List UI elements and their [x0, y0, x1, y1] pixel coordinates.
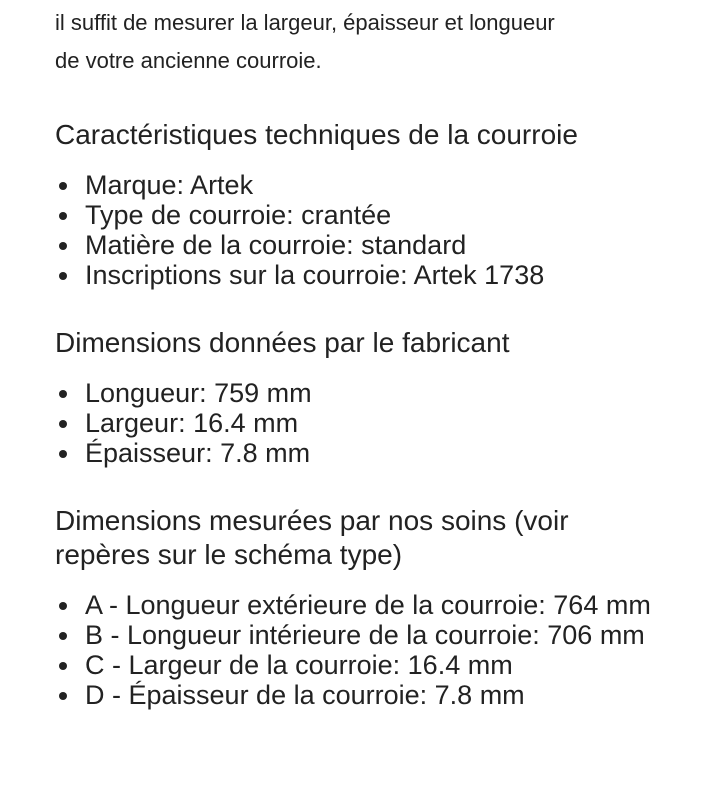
manufacturer-item-length: Longueur: 759 mm — [55, 378, 671, 408]
measured-item-d: D - Épaisseur de la courroie: 7.8 mm — [55, 680, 671, 710]
intro-line-2: de votre ancienne courroie. — [55, 48, 322, 73]
technical-item-inscriptions: Inscriptions sur la courroie: Artek 1738 — [55, 260, 671, 290]
measured-list — [55, 590, 671, 710]
technical-item-brand: Marque: Artek — [55, 170, 671, 200]
intro-line-1: il suffit de mesurer la largeur, épaisseur et longueur — [55, 10, 555, 35]
measured-item-a: A - Longueur extérieure de la courroie: 764 mm — [55, 590, 671, 620]
technical-item-type: Type de courroie: crantée — [55, 200, 671, 230]
measured-item-b: B - Longueur intérieure de la courroie: 706 mm — [55, 620, 671, 650]
manufacturer-item-width: Largeur: 16.4 mm — [55, 408, 671, 438]
manufacturer-list — [55, 378, 671, 468]
technical-heading: Caractéristiques techniques de la courroie — [55, 119, 578, 150]
measured-item-c: C - Largeur de la courroie: 16.4 mm — [55, 650, 671, 680]
technical-list — [55, 170, 671, 290]
measured-heading: Dimensions mesurées par nos soins (voir repères sur le schéma type) — [55, 505, 569, 570]
manufacturer-item-thickness: Épaisseur: 7.8 mm — [55, 438, 671, 468]
intro-paragraph — [55, 4, 671, 80]
technical-item-material: Matière de la courroie: standard — [55, 230, 671, 260]
manufacturer-heading: Dimensions données par le fabricant — [55, 327, 510, 358]
